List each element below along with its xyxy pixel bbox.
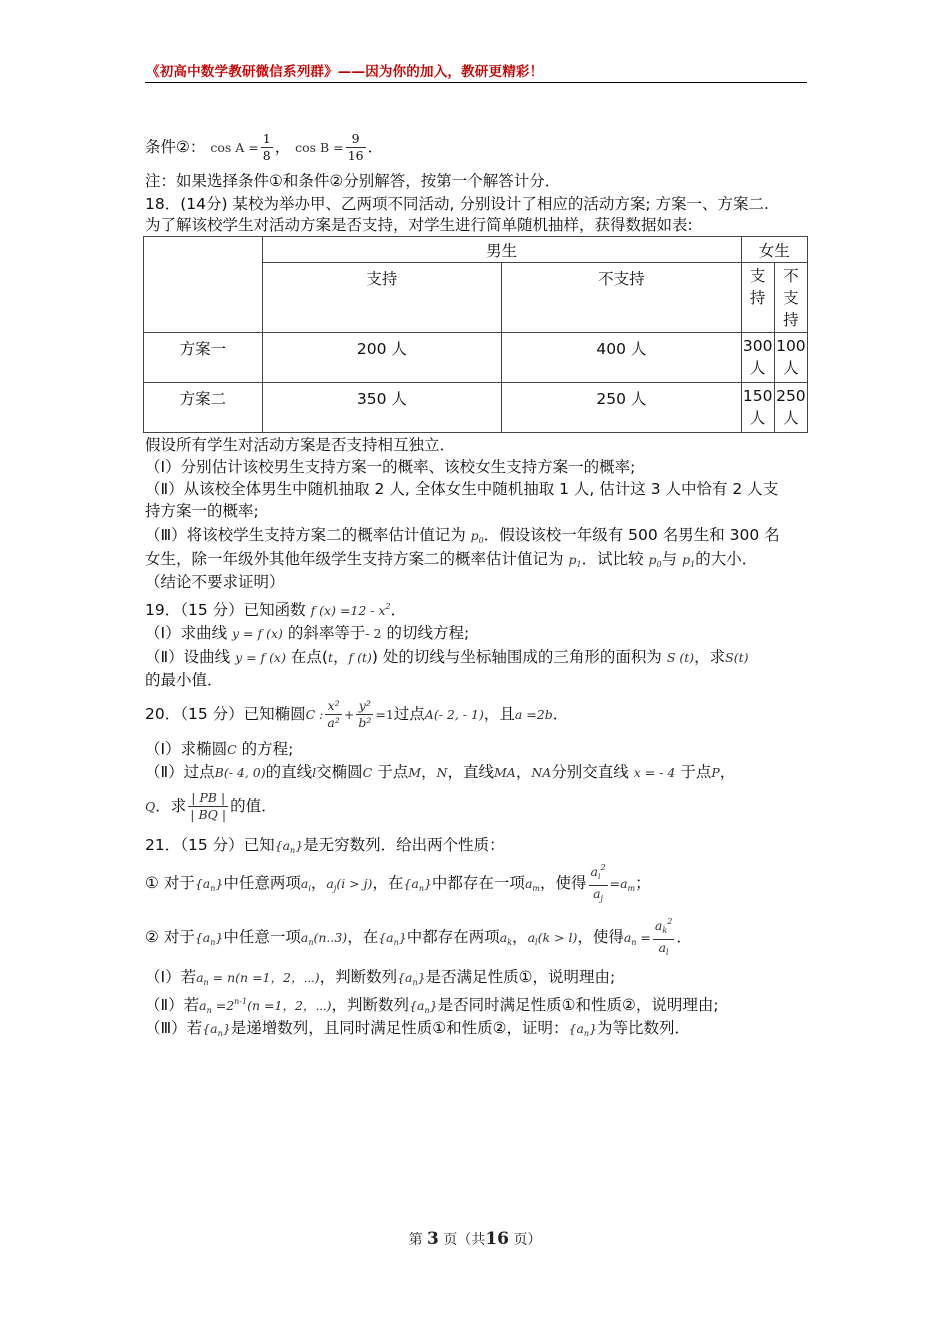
q19-stem: 19．（15 分）已知函数 f $(x) =12 - x^2$． [145,601,407,619]
q20-stem: 20．（15 分）已知椭圆C : $\frac{\text{x²}}{\text{a²}}$ + $\frac{\text{y²}}{\text{b²}}$ =1过点A(- 2, - 1)，且a =2b． [145,698,569,730]
q18-part2-line1: （Ⅱ）从该校全体男生中随机抽取 2 人, 全体女生中随机抽取 1 人, 估计这 3 人中恰有 2 人支 [145,480,779,498]
female-not-support-cell: 100 人 [774,333,807,383]
male-support-cell: 200 人 [262,333,501,383]
q18-part3-line2: 女生，除一年级外其他年级学生支持方案二的概率估计值记为 $p_1$．试比较 $p_0$与 $p_1$的大小． [145,550,758,569]
page-number: 3 [427,1229,439,1249]
q21-part2: （Ⅱ）若$a_n =2^{n-1}(n =1$，2，⋯)，判断数列$\{a_n\}$是否同时满足性质①和性质②，说明理由; [145,996,719,1015]
header-divider [145,82,807,83]
table-row [144,333,808,383]
fraction: $\frac{1}{8}$ [262,131,271,163]
female-not-support-cell: 250 人 [774,383,807,433]
male-support-cell: 350 人 [262,383,501,433]
note: 注：如果选择条件①和条件②分别解答，按第一个解答计分． [145,172,561,190]
condition-2: 条件②： cos A = $\frac{1}{8}$ ， cos B = $\frac{9}{16}$ ． [145,131,384,163]
q19-part2: （Ⅱ）设曲线 y = f (x) 在点(t，f (t)) 处的切线与坐标轴围成的三角形的面积为 S (t)，求S(t) [145,648,749,666]
fraction: $\frac{9}{16}$ [347,131,364,163]
q18-part3-line1: （Ⅲ）将该校学生支持方案二的概率估计值记为 $p_0$．假设该校一年级有 500 名男生和 300 名 [145,526,780,545]
q18-part1: （Ⅰ）分别估计该校男生支持方案一的概率、该校女生支持方案一的概率; [145,458,636,476]
page-total: 16 [485,1229,509,1249]
row-label: 方案二 [144,383,263,433]
q19-part2-end: 的最小值． [145,671,223,689]
male-not-support-cell: 400 人 [502,333,741,383]
male-header: 男生 [262,237,741,263]
female-header: 女生 [741,237,807,263]
q18-line2: 为了解该校学生对活动方案是否支持，对学生进行简单随机抽样，获得数据如表: [145,216,693,234]
q21-part3: （Ⅲ）若$\{a_n\}$是递增数列，且同时满足性质①和性质②，证明：$\{a_n\}$为等比数列． [145,1019,691,1038]
row-label: 方案一 [144,333,263,383]
q21-property1: ① 对于$\{a_n\}$中任意两项$a_i$，$a_j(i > j)$，在$\{a_n\}$中都存在一项$a_m$，使得 $\frac{a_i^2}{a_j}$ $=a_m$； [145,860,651,911]
survey-table [143,236,808,433]
q18-part2-line2: 持方案一的概率; [145,502,259,520]
page-footer: 第 3 页（共16 页） [408,1229,542,1249]
q21-stem: 21．（15 分）已知$\{a_n\}$是无穷数列．给出两个性质： [145,836,505,855]
q19-part1: （Ⅰ）求曲线 y = f (x) 的斜率等于- 2 的切线方程; [145,624,470,642]
table-row [144,383,808,433]
q20-part2: （Ⅱ）过点B(- 4, 0)的直线l交椭圆C 于点M，N，直线MA，NA分别交直线 x = - 4 于点P， [145,763,736,781]
male-not-support-cell: 250 人 [502,383,741,433]
q18-assumption: 假设所有学生对活动方案是否支持相互独立． [145,436,456,454]
q20-part2-end: Q．求 $\frac{| PB |}{| BQ |}$ 的值． [145,790,277,822]
corner-cell [144,237,263,333]
q18-part3-line3: （结论不要求证明） [145,573,285,591]
female-support-cell: 300 人 [741,333,774,383]
q21-part1: （Ⅰ）若$a_n = n(n =1$，2，⋯)，判断数列$\{a_n\}$是否满足性质①，说明理由; [145,968,616,987]
q20-part1: （Ⅰ）求椭圆C 的方程; [145,740,294,758]
female-support-cell: 150 人 [741,383,774,433]
q21-property2: ② 对于$\{a_n\}$中任意一项$a_n(n..3)$，在$\{a_n\}$中都存在两项$a_k$，$a_l(k > l)$，使得$a_n$ = $\frac{a_k^2}{a_l}$ ． [145,914,692,965]
male-support-header: 支持 [262,263,501,333]
male-not-support-header: 不支持 [502,263,741,333]
q18-line1: 18．(14分) 某校为举办甲、乙两项不同活动, 分别设计了相应的活动方案; 方案一、方案二. [145,195,769,213]
female-not-support-header: 不 支 持 [774,263,807,333]
female-support-header: 支 持 [741,263,774,333]
header-title: 《初高中数学教研微信系列群》——因为你的加入，教研更精彩！ [146,64,544,80]
